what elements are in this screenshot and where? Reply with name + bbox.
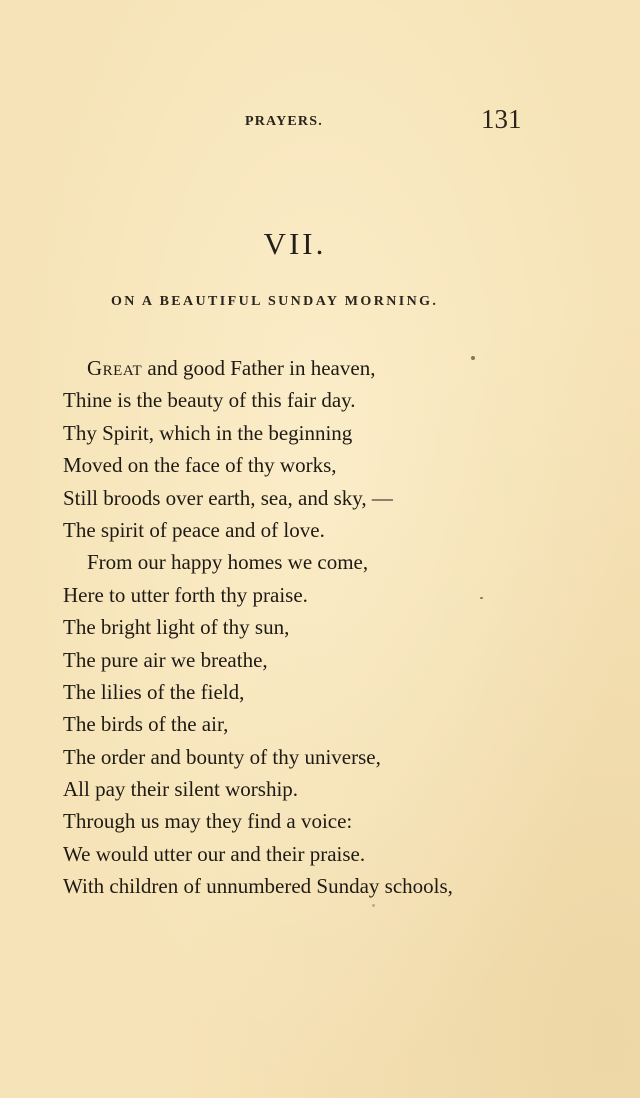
poem-line: The order and bounty of thy universe, (63, 744, 381, 769)
poem-line: From our happy homes we come, (87, 550, 369, 575)
poem-line: Thy Spirit, which in the beginning (63, 420, 353, 445)
paper-speck (480, 597, 483, 599)
poem-line: The bright light of thy sun, (63, 615, 290, 640)
chapter-number: VII. (263, 226, 327, 261)
prayer-text (63, 352, 453, 903)
poem-line-text: and good Father in heaven, (142, 356, 376, 380)
page-number: 131 (481, 104, 522, 134)
paper-speck (372, 904, 375, 907)
poem-line (63, 352, 453, 384)
poem-line: Through us may they find a voice: (63, 809, 353, 834)
poem-line: Here to utter forth thy praise. (63, 582, 308, 607)
poem-line: Still broods over earth, sea, and sky, — (63, 485, 393, 510)
poem-line: We would utter our and their praise. (63, 841, 366, 866)
poem-line: Moved on the face of thy works, (63, 453, 337, 478)
poem-line: All pay their silent worship. (63, 777, 299, 802)
drop-word: Great (87, 356, 143, 380)
poem-line: The lilies of the field, (63, 679, 245, 704)
running-head: PRAYERS. (245, 114, 323, 129)
poem-line: With children of unnumbered Sunday schools, (63, 874, 453, 899)
poem-line: The spirit of peace and of love. (63, 517, 325, 542)
paper-speck (471, 356, 475, 360)
poem-line: Thine is the beauty of this fair day. (63, 388, 356, 413)
poem-line: The pure air we breathe, (63, 647, 268, 672)
poem-line: The birds of the air, (63, 712, 229, 737)
chapter-title: ON A BEAUTIFUL SUNDAY MORNING. (111, 294, 439, 309)
